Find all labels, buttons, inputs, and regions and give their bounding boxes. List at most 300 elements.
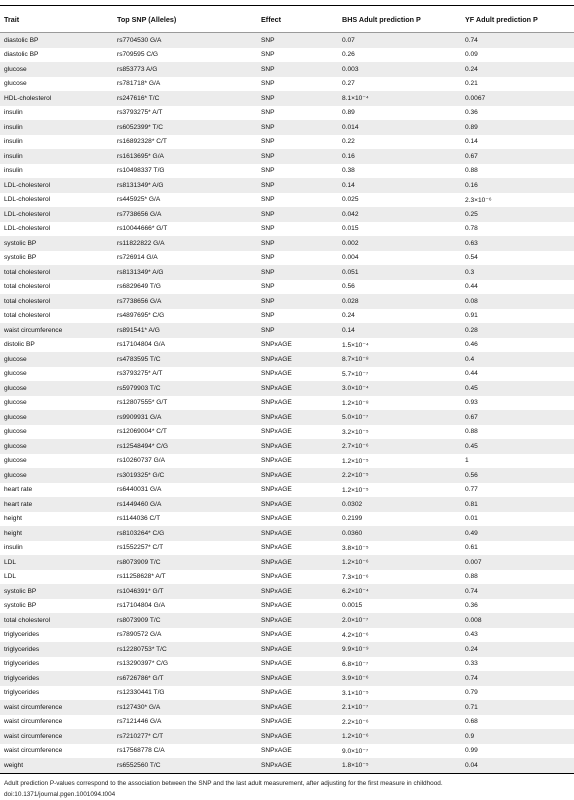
cell-bhs-p: 8.7×10⁻⁸ [338,352,461,367]
cell-effect: SNPxAGE [257,599,338,614]
cell-effect: SNPxAGE [257,628,338,643]
cell-trait: HDL-cholesterol [0,91,113,106]
cell-top-snp: rs6829649 T/G [113,280,257,295]
header-row [0,6,574,33]
cell-yf-p: 1 [461,454,574,469]
cell-trait: total cholesterol [0,265,113,280]
cell-bhs-p: 0.042 [338,207,461,222]
cell-trait: glucose [0,396,113,411]
cell-yf-p: 0.71 [461,700,574,715]
table-row [0,628,574,643]
cell-yf-p: 0.09 [461,48,574,63]
table-row [0,410,574,425]
cell-bhs-p: 2.7×10⁻⁶ [338,439,461,454]
cell-top-snp: rs445925* G/A [113,193,257,208]
cell-yf-p: 0.46 [461,338,574,353]
cell-trait: height [0,526,113,541]
cell-yf-p: 0.99 [461,744,574,759]
table-row [0,744,574,759]
cell-top-snp: rs9909931 G/A [113,410,257,425]
cell-top-snp: rs16892328* C/T [113,135,257,150]
cell-bhs-p: 0.028 [338,294,461,309]
cell-trait: LDL-cholesterol [0,207,113,222]
cell-yf-p: 0.45 [461,381,574,396]
cell-yf-p: 0.9 [461,729,574,744]
cell-bhs-p: 0.24 [338,309,461,324]
cell-top-snp: rs7121446 G/A [113,715,257,730]
cell-bhs-p: 0.0015 [338,599,461,614]
cell-effect: SNPxAGE [257,338,338,353]
table-row [0,497,574,512]
cell-effect: SNPxAGE [257,729,338,744]
cell-trait: insulin [0,164,113,179]
cell-top-snp: rs853773 A/G [113,62,257,77]
table-row [0,178,574,193]
cell-trait: systolic BP [0,584,113,599]
cell-bhs-p: 1.2×10⁻⁶ [338,729,461,744]
cell-trait: triglycerides [0,686,113,701]
cell-top-snp: rs5979903 T/C [113,381,257,396]
cell-trait: waist circumference [0,700,113,715]
cell-yf-p: 0.44 [461,367,574,382]
cell-bhs-p: 5.0×10⁻⁷ [338,410,461,425]
results-table [0,6,574,774]
cell-top-snp: rs6440031 G/A [113,483,257,498]
cell-trait: glucose [0,381,113,396]
cell-yf-p: 0.008 [461,613,574,628]
cell-effect: SNPxAGE [257,570,338,585]
cell-top-snp: rs1144036 C/T [113,512,257,527]
cell-top-snp: rs8131349* A/G [113,265,257,280]
cell-trait: glucose [0,410,113,425]
cell-effect: SNP [257,251,338,266]
cell-top-snp: rs781718* G/A [113,77,257,92]
cell-bhs-p: 2.0×10⁻⁷ [338,613,461,628]
cell-trait: insulin [0,541,113,556]
cell-yf-p: 0.67 [461,410,574,425]
table-row [0,541,574,556]
cell-effect: SNPxAGE [257,381,338,396]
table-row [0,352,574,367]
table-row [0,222,574,237]
header-trait: Trait [0,6,113,33]
cell-bhs-p: 2.1×10⁻⁷ [338,700,461,715]
cell-top-snp: rs7210277* C/T [113,729,257,744]
cell-effect: SNPxAGE [257,671,338,686]
cell-trait: height [0,512,113,527]
cell-yf-p: 0.89 [461,120,574,135]
cell-effect: SNP [257,236,338,251]
header-bhs-prediction: BHS Adult prediction P [338,6,461,33]
cell-trait: distolic BP [0,338,113,353]
cell-top-snp: rs17104804 G/A [113,599,257,614]
cell-yf-p: 0.91 [461,309,574,324]
cell-yf-p: 0.16 [461,178,574,193]
cell-bhs-p: 3.0×10⁻⁴ [338,381,461,396]
cell-bhs-p: 1.5×10⁻⁴ [338,338,461,353]
table-row [0,599,574,614]
cell-effect: SNPxAGE [257,613,338,628]
table-row [0,570,574,585]
cell-top-snp: rs13290397* C/G [113,657,257,672]
cell-effect: SNPxAGE [257,454,338,469]
cell-yf-p: 0.33 [461,657,574,672]
cell-yf-p: 0.4 [461,352,574,367]
cell-yf-p: 0.78 [461,222,574,237]
cell-bhs-p: 3.2×10⁻⁵ [338,425,461,440]
table-row [0,338,574,353]
cell-bhs-p: 0.89 [338,106,461,121]
cell-trait: glucose [0,367,113,382]
cell-top-snp: rs10260737 G/A [113,454,257,469]
table-row [0,294,574,309]
cell-effect: SNP [257,164,338,179]
cell-trait: heart rate [0,497,113,512]
table-row [0,729,574,744]
table-row [0,526,574,541]
cell-effect: SNPxAGE [257,410,338,425]
cell-effect: SNPxAGE [257,483,338,498]
cell-yf-p: 0.74 [461,584,574,599]
table-row [0,62,574,77]
cell-bhs-p: 0.14 [338,178,461,193]
cell-effect: SNP [257,265,338,280]
cell-effect: SNP [257,149,338,164]
cell-trait: insulin [0,135,113,150]
cell-effect: SNP [257,120,338,135]
cell-top-snp: rs7738656 G/A [113,294,257,309]
cell-top-snp: rs8073909 T/C [113,613,257,628]
table-row [0,483,574,498]
table-row [0,671,574,686]
cell-effect: SNP [257,193,338,208]
cell-bhs-p: 2.2×10⁻⁵ [338,468,461,483]
cell-effect: SNP [257,309,338,324]
cell-yf-p: 0.88 [461,164,574,179]
cell-yf-p: 0.28 [461,323,574,338]
cell-yf-p: 0.93 [461,396,574,411]
cell-top-snp: rs726914 G/A [113,251,257,266]
cell-bhs-p: 0.004 [338,251,461,266]
cell-bhs-p: 1.2×10⁻⁸ [338,396,461,411]
cell-effect: SNP [257,48,338,63]
cell-top-snp: rs1552257* C/T [113,541,257,556]
cell-top-snp: rs3793275* A/T [113,367,257,382]
cell-trait: systolic BP [0,251,113,266]
cell-yf-p: 0.56 [461,468,574,483]
table-row [0,381,574,396]
header-yf-prediction: YF Adult prediction P [461,6,574,33]
cell-yf-p: 0.21 [461,77,574,92]
cell-trait: systolic BP [0,599,113,614]
table-row [0,207,574,222]
cell-effect: SNPxAGE [257,352,338,367]
cell-effect: SNPxAGE [257,657,338,672]
cell-trait: LDL [0,570,113,585]
cell-bhs-p: 9.9×10⁻⁹ [338,642,461,657]
cell-top-snp: rs10498337 T/G [113,164,257,179]
cell-yf-p: 0.08 [461,294,574,309]
cell-effect: SNPxAGE [257,642,338,657]
cell-effect: SNP [257,33,338,48]
cell-bhs-p: 5.7×10⁻⁷ [338,367,461,382]
table-row [0,77,574,92]
cell-yf-p: 0.77 [461,483,574,498]
cell-yf-p: 0.67 [461,149,574,164]
cell-effect: SNPxAGE [257,584,338,599]
cell-top-snp: rs12330441 T/G [113,686,257,701]
cell-trait: glucose [0,352,113,367]
cell-bhs-p: 0.56 [338,280,461,295]
cell-yf-p: 0.68 [461,715,574,730]
cell-yf-p: 2.3×10⁻⁶ [461,193,574,208]
cell-top-snp: rs3019325* G/C [113,468,257,483]
cell-yf-p: 0.79 [461,686,574,701]
cell-top-snp: rs12069004* C/T [113,425,257,440]
cell-top-snp: rs11258628* A/T [113,570,257,585]
cell-effect: SNP [257,294,338,309]
header-effect: Effect [257,6,338,33]
cell-top-snp: rs4897695* C/G [113,309,257,324]
cell-trait: waist circumference [0,744,113,759]
cell-top-snp: rs891541* A/G [113,323,257,338]
table-row [0,367,574,382]
table-row [0,700,574,715]
cell-top-snp: rs17104804 G/A [113,338,257,353]
table-row [0,149,574,164]
cell-bhs-p: 0.07 [338,33,461,48]
cell-yf-p: 0.54 [461,251,574,266]
cell-bhs-p: 7.3×10⁻⁶ [338,570,461,585]
cell-bhs-p: 0.38 [338,164,461,179]
table-row [0,106,574,121]
cell-effect: SNPxAGE [257,439,338,454]
cell-bhs-p: 0.27 [338,77,461,92]
footnote-doi: doi:10.1371/journal.pgen.1001094.t004 [4,790,116,798]
cell-yf-p: 0.43 [461,628,574,643]
cell-trait: glucose [0,77,113,92]
cell-trait: glucose [0,439,113,454]
table-row [0,309,574,324]
footnote-text: Adult prediction P-values correspond to the association between the SNP and the last adult measurement, after adjusting for the first measure in childhood. [4,779,443,787]
cell-bhs-p: 0.002 [338,236,461,251]
cell-effect: SNPxAGE [257,497,338,512]
cell-top-snp: rs1613695* G/A [113,149,257,164]
cell-top-snp: rs1046391* G/T [113,584,257,599]
cell-top-snp: rs7890572 G/A [113,628,257,643]
cell-trait: LDL-cholesterol [0,193,113,208]
cell-bhs-p: 3.1×10⁻⁵ [338,686,461,701]
table-row [0,164,574,179]
cell-bhs-p: 3.9×10⁻⁶ [338,671,461,686]
cell-yf-p: 0.63 [461,236,574,251]
cell-bhs-p: 1.2×10⁻⁵ [338,454,461,469]
cell-bhs-p: 2.2×10⁻⁶ [338,715,461,730]
cell-top-snp: rs6552560 T/C [113,758,257,773]
table-row [0,715,574,730]
cell-top-snp: rs127430* G/A [113,700,257,715]
cell-yf-p: 0.3 [461,265,574,280]
cell-bhs-p: 0.025 [338,193,461,208]
cell-bhs-p: 9.0×10⁻⁷ [338,744,461,759]
cell-yf-p: 0.007 [461,555,574,570]
cell-top-snp: rs12807555* G/T [113,396,257,411]
header-top-snp: Top SNP (Alleles) [113,6,257,33]
cell-bhs-p: 8.1×10⁻⁴ [338,91,461,106]
cell-trait: total cholesterol [0,280,113,295]
cell-effect: SNP [257,77,338,92]
table-row [0,613,574,628]
cell-trait: LDL-cholesterol [0,222,113,237]
cell-bhs-p: 0.16 [338,149,461,164]
cell-trait: triglycerides [0,671,113,686]
table-row [0,236,574,251]
cell-yf-p: 0.88 [461,425,574,440]
table-row [0,642,574,657]
cell-top-snp: rs7704530 G/A [113,33,257,48]
cell-effect: SNPxAGE [257,468,338,483]
table-row [0,439,574,454]
table-row [0,135,574,150]
cell-top-snp: rs8131349* A/G [113,178,257,193]
cell-yf-p: 0.36 [461,599,574,614]
cell-trait: triglycerides [0,628,113,643]
cell-trait: diastolic BP [0,48,113,63]
cell-trait: insulin [0,120,113,135]
cell-yf-p: 0.44 [461,280,574,295]
cell-bhs-p: 0.0360 [338,526,461,541]
table-row [0,454,574,469]
cell-top-snp: rs7738656 G/A [113,207,257,222]
cell-top-snp: rs6052399* T/C [113,120,257,135]
cell-top-snp: rs6726786* G/T [113,671,257,686]
table-row [0,193,574,208]
cell-trait: triglycerides [0,657,113,672]
cell-trait: LDL [0,555,113,570]
cell-effect: SNPxAGE [257,425,338,440]
table-row [0,265,574,280]
cell-effect: SNPxAGE [257,715,338,730]
cell-yf-p: 0.01 [461,512,574,527]
cell-top-snp: rs709595 C/G [113,48,257,63]
table-row [0,686,574,701]
cell-bhs-p: 0.22 [338,135,461,150]
cell-effect: SNPxAGE [257,686,338,701]
cell-bhs-p: 0.051 [338,265,461,280]
cell-effect: SNPxAGE [257,367,338,382]
cell-trait: diastolic BP [0,33,113,48]
table-row [0,468,574,483]
cell-trait: systolic BP [0,236,113,251]
cell-bhs-p: 1.8×10⁻⁵ [338,758,461,773]
cell-effect: SNPxAGE [257,700,338,715]
cell-trait: insulin [0,106,113,121]
cell-trait: waist circumference [0,729,113,744]
table-container [0,5,574,800]
cell-trait: waist circumference [0,323,113,338]
cell-bhs-p: 6.2×10⁻⁴ [338,584,461,599]
cell-effect: SNPxAGE [257,396,338,411]
cell-top-snp: rs1449460 G/A [113,497,257,512]
cell-yf-p: 0.74 [461,671,574,686]
table-row [0,396,574,411]
cell-bhs-p: 0.2199 [338,512,461,527]
table-row [0,280,574,295]
cell-top-snp: rs4783595 T/C [113,352,257,367]
cell-effect: SNP [257,207,338,222]
cell-trait: weight [0,758,113,773]
cell-bhs-p: 1.2×10⁻⁶ [338,555,461,570]
cell-trait: total cholesterol [0,294,113,309]
table-row [0,120,574,135]
table-row [0,251,574,266]
cell-effect: SNPxAGE [257,555,338,570]
cell-yf-p: 0.36 [461,106,574,121]
cell-yf-p: 0.61 [461,541,574,556]
table-row [0,657,574,672]
cell-effect: SNP [257,106,338,121]
cell-effect: SNPxAGE [257,512,338,527]
cell-bhs-p: 0.003 [338,62,461,77]
cell-trait: triglycerides [0,642,113,657]
cell-bhs-p: 1.2×10⁻⁵ [338,483,461,498]
cell-effect: SNP [257,62,338,77]
cell-effect: SNPxAGE [257,541,338,556]
cell-yf-p: 0.24 [461,642,574,657]
cell-trait: glucose [0,468,113,483]
cell-effect: SNP [257,91,338,106]
cell-yf-p: 0.49 [461,526,574,541]
cell-top-snp: rs11822822 G/A [113,236,257,251]
cell-top-snp: rs3793275* A/T [113,106,257,121]
cell-top-snp: rs10044666* G/T [113,222,257,237]
table-row [0,425,574,440]
cell-bhs-p: 3.8×10⁻⁵ [338,541,461,556]
cell-trait: total cholesterol [0,309,113,324]
table-row [0,584,574,599]
cell-bhs-p: 0.14 [338,323,461,338]
cell-trait: LDL-cholesterol [0,178,113,193]
table-row [0,512,574,527]
table-row [0,48,574,63]
cell-top-snp: rs12548494* C/G [113,439,257,454]
cell-trait: total cholesterol [0,613,113,628]
cell-bhs-p: 4.2×10⁻⁶ [338,628,461,643]
cell-effect: SNPxAGE [257,526,338,541]
cell-yf-p: 0.0067 [461,91,574,106]
cell-yf-p: 0.14 [461,135,574,150]
table-row [0,323,574,338]
cell-effect: SNP [257,178,338,193]
cell-bhs-p: 0.014 [338,120,461,135]
table-row [0,758,574,773]
cell-yf-p: 0.88 [461,570,574,585]
cell-yf-p: 0.74 [461,33,574,48]
cell-yf-p: 0.24 [461,62,574,77]
table-body [0,33,574,774]
cell-effect: SNP [257,280,338,295]
cell-effect: SNPxAGE [257,744,338,759]
cell-trait: waist circumference [0,715,113,730]
cell-top-snp: rs8073909 T/C [113,555,257,570]
table-footnote [0,774,574,800]
cell-effect: SNP [257,135,338,150]
cell-bhs-p: 0.015 [338,222,461,237]
cell-top-snp: rs12280753* T/C [113,642,257,657]
table-row [0,91,574,106]
cell-bhs-p: 0.26 [338,48,461,63]
cell-effect: SNP [257,222,338,237]
